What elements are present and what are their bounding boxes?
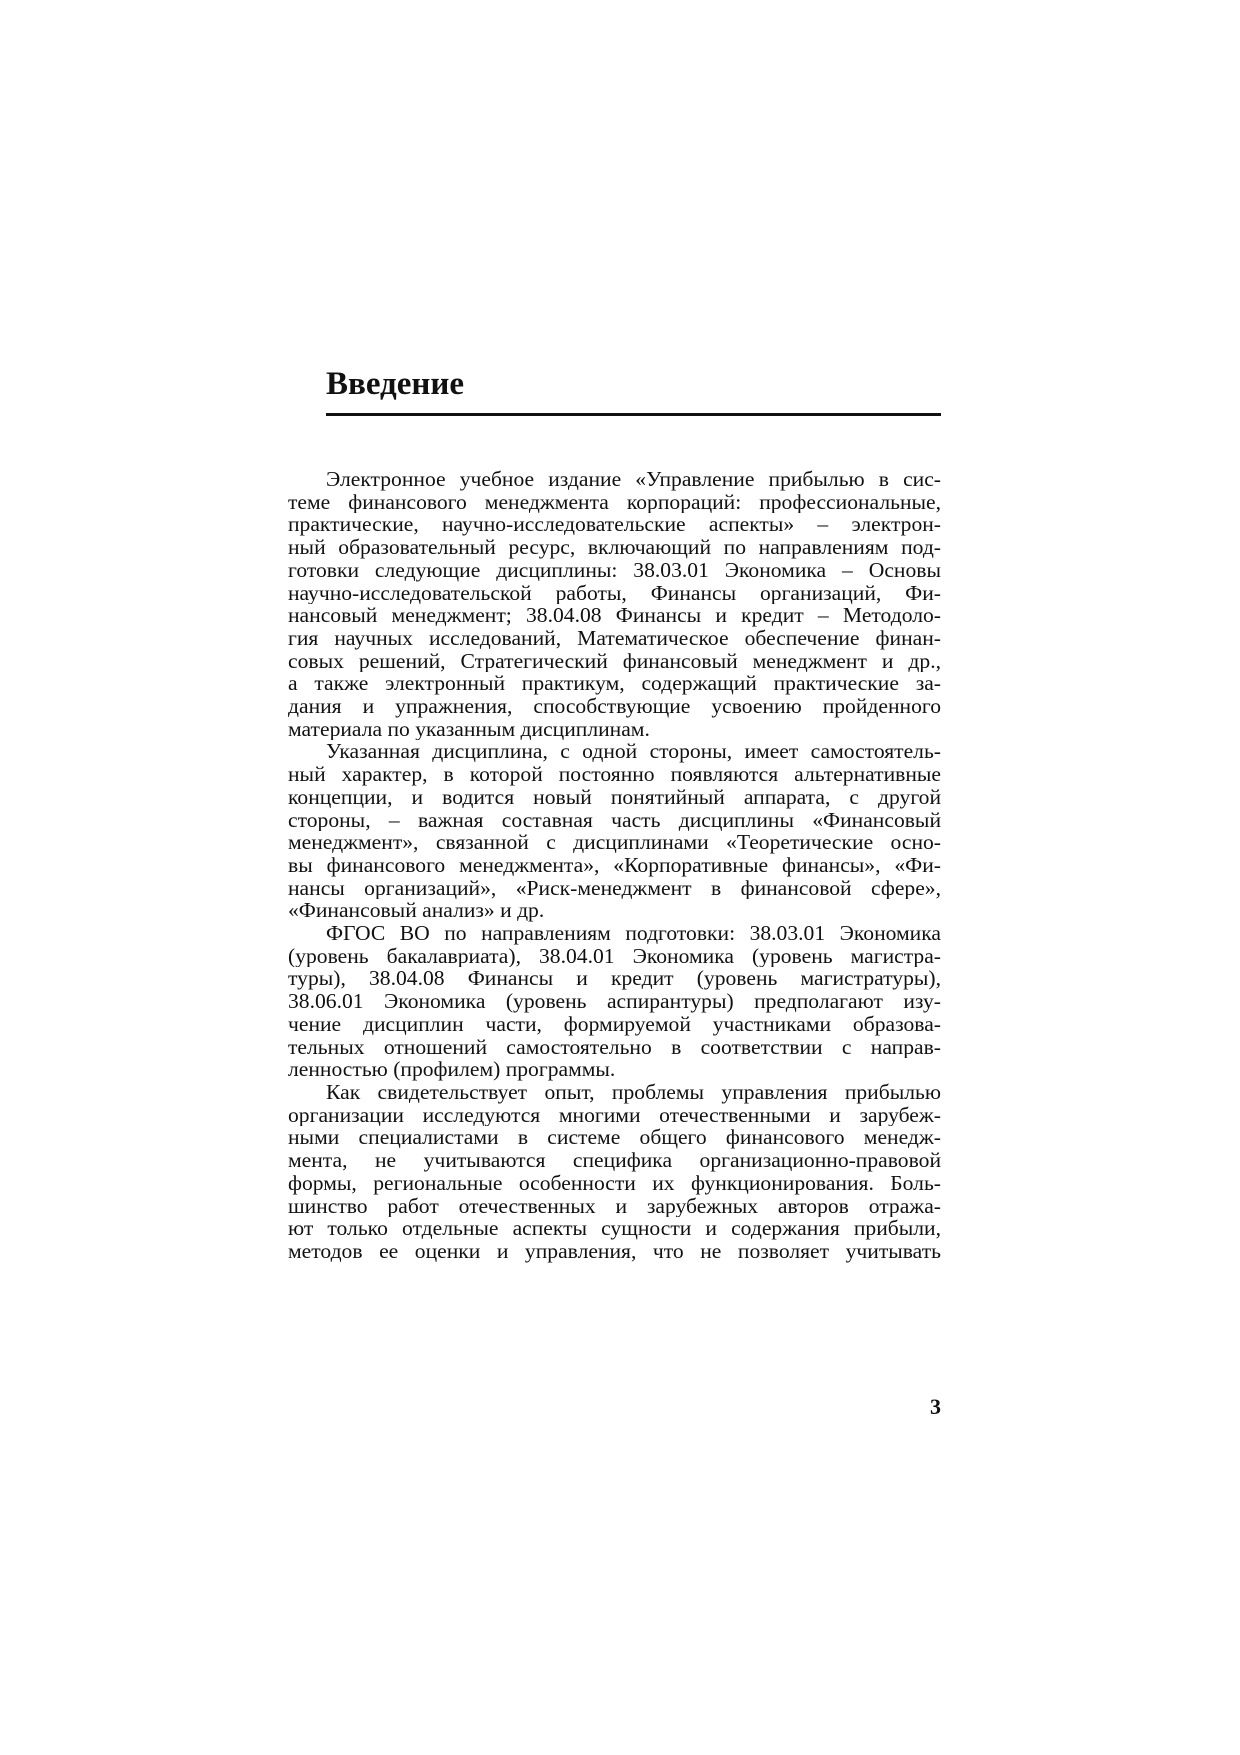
text-line: мента, не учитываются специфика организационно-правовой <box>288 1149 941 1172</box>
text-line: научно-исследовательской работы, Финансы организаций, Фи- <box>288 581 941 605</box>
page-number: 3 <box>930 1394 941 1419</box>
text-line: формы, региональные особенности их функционирования. Боль- <box>288 1171 941 1195</box>
text-line: шинство работ отечественных и зарубежных авторов отража- <box>288 1194 941 1218</box>
text-line: а также электронный практикум, содержащий практические за- <box>288 672 941 696</box>
text-line: нансы организаций», «Риск-менеджмент в финансовой сфере», <box>288 876 941 900</box>
text-line: тельных отношений самостоятельно в соответствии с направ- <box>288 1035 941 1059</box>
text-line: гия научных исследований, Математическое обеспечение финан- <box>288 626 941 650</box>
text-line: ФГОС ВО по направлениям подготовки: 38.03.01 Экономика <box>326 922 941 945</box>
text-line: ленностью (профилем) программы. <box>288 1058 616 1081</box>
text-line: ют только отдельные аспекты сущности и содержания прибыли, <box>288 1217 941 1240</box>
title-rule <box>326 413 941 416</box>
text-line: вы финансового менеджмента», «Корпоративные финансы», «Фи- <box>288 853 941 877</box>
text-line: совых решений, Стратегический финансовый менеджмент и др., <box>288 649 941 673</box>
text-line: Электронное учебное издание «Управление прибылью в сис- <box>326 468 941 491</box>
text-line: ный образовательный ресурс, включающий по направлениям под- <box>288 536 941 559</box>
text-line: организации исследуются многими отечественными и зарубеж- <box>288 1103 941 1127</box>
paragraph <box>288 922 941 1081</box>
text-line: готовки следующие дисциплины: 38.03.01 Экономика – Основы <box>288 558 941 582</box>
text-line: Указанная дисциплина, с одной стороны, имеет самостоятель- <box>326 740 941 764</box>
text-line: практические, научно-исследовательские аспекты» – электрон- <box>288 513 941 537</box>
text-line: материала по указанным дисциплинам. <box>288 717 650 741</box>
chapter-title: Введение <box>326 366 465 402</box>
text-line: стороны, – важная составная часть дисциплины «Финансовый <box>288 808 941 832</box>
paragraph <box>288 468 941 740</box>
text-line: нансовый менеджмент; 38.04.08 Финансы и кредит – Методоло- <box>288 604 941 627</box>
text-line: туры), 38.04.08 Финансы и кредит (уровень магистратуры), <box>288 967 941 991</box>
text-line: 38.06.01 Экономика (уровень аспирантуры) предполагают изу- <box>288 990 941 1013</box>
text-line: чение дисциплин части, формируемой участниками образова- <box>288 1012 941 1036</box>
text-line: концепции, и водится новый понятийный аппарата, с другой <box>288 785 941 809</box>
text-line: (уровень бакалавриата), 38.04.01 Экономика (уровень магистра- <box>288 944 941 968</box>
text-line: менеджмент», связанной с дисциплинами «Теоретические осно- <box>288 831 941 854</box>
text-line: ный характер, в которой постоянно появляются альтернативные <box>288 763 941 786</box>
paragraph <box>288 1081 941 1263</box>
text-line: Как свидетельствует опыт, проблемы управления прибылью <box>326 1080 941 1104</box>
text-line: дания и упражнения, способствующие усвоению пройденного <box>288 695 941 718</box>
text-line: «Финансовый анализ» и др. <box>288 899 545 923</box>
text-line: методов ее оценки и управления, что не позволяет учитывать <box>288 1239 941 1263</box>
text-line: ными специалистами в системе общего финансового менедж- <box>288 1126 941 1150</box>
body-text <box>288 468 941 1263</box>
paragraph <box>288 740 941 922</box>
text-line: теме финансового менеджмента корпораций: профессиональные, <box>288 490 941 514</box>
